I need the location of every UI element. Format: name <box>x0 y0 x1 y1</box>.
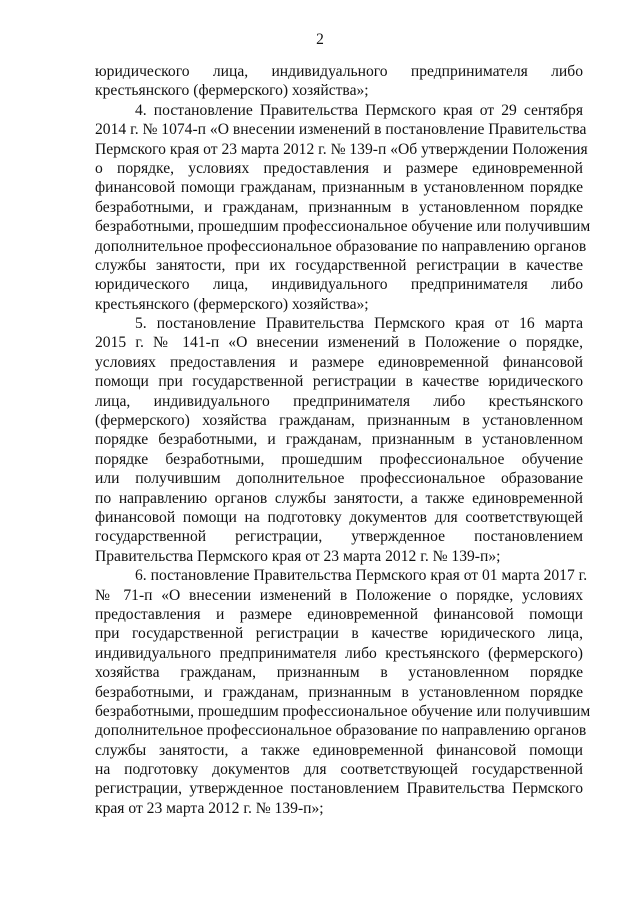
text-line: 2015 г. № 141-п «О внесении изменений в Положение о порядке, <box>95 334 583 352</box>
text-line: лица, индивидуального предпринимателя либо крестьянского <box>95 392 583 410</box>
text-line: или получившим дополнительное профессиональное образование <box>95 470 583 488</box>
text-line: при государственной регистрации в качестве юридического лица, <box>95 625 583 643</box>
text-line: службы занятости, при их государственной регистрации в качестве <box>95 256 583 274</box>
text-line: края от 23 марта 2012 г. № 139-п»; <box>95 799 324 817</box>
text-line: юридического лица, индивидуального предпринимателя либо <box>95 276 583 294</box>
page-number: 2 <box>316 31 324 48</box>
text-line: предоставления и размере единовременной финансовой помощи <box>95 605 583 623</box>
text-line: дополнительное профессиональное образование по направлению органов <box>95 722 587 740</box>
text-line: безработными, и гражданам, признанным в установленном порядке <box>95 198 583 216</box>
text-line: финансовой помощи на подготовку документов для соответствующей <box>95 508 583 526</box>
text-line: безработными, прошедшим профессиональное обучение или получившим <box>95 218 591 236</box>
text-line: государственной регистрации, утвержденное постановлением <box>95 528 583 546</box>
text-line: безработными, и гражданам, признанным в установленном порядке <box>95 683 583 701</box>
text-line: финансовой помощи гражданам, признанным в установленном порядке <box>95 179 583 197</box>
text-line: безработными, прошедшим профессиональное обучение или получившим <box>95 702 591 720</box>
text-line: порядке безработными, и гражданам, признанным в установленном <box>95 431 583 449</box>
text-line: порядке безработными, прошедшим профессиональное обучение <box>95 450 583 468</box>
text-line: условиях предоставления и размере единовременной финансовой <box>95 353 583 371</box>
text-line: на подготовку документов для соответствующей государственной <box>95 761 583 779</box>
paragraph-6-first-line: 6. постановление Правительства Пермского края от 01 марта 2017 г. <box>135 567 588 585</box>
text-line: № 71-п «О внесении изменений в Положение о порядке, условиях <box>95 586 583 604</box>
text-line: крестьянского (фермерского) хозяйства»; <box>95 82 369 100</box>
text-line: дополнительное профессиональное образование по направлению органов <box>95 237 587 255</box>
text-line: Пермского края от 23 марта 2012 г. № 139-п «Об утверждении Положения <box>95 140 588 158</box>
document-body <box>95 62 591 818</box>
text-line: хозяйства гражданам, признанным в установленном порядке <box>95 664 583 682</box>
text-line: регистрации, утвержденное постановлением Правительства Пермского <box>95 780 583 798</box>
text-line: юридического лица, индивидуального предпринимателя либо <box>95 63 583 80</box>
text-line: службы занятости, а также единовременной финансовой помощи <box>95 741 583 759</box>
text-line: (фермерского) хозяйства гражданам, признанным в установленном <box>95 412 583 430</box>
paragraph-5-first-line: 5. постановление Правительства Пермского края от 16 марта <box>135 315 583 333</box>
text-line: крестьянского (фермерского) хозяйства»; <box>95 295 369 313</box>
paragraph-4-first-line: 4. постановление Правительства Пермского края от 29 сентября <box>135 101 583 119</box>
text-line: индивидуального предпринимателя либо крестьянского (фермерского) <box>95 644 583 662</box>
text-line: 2014 г. № 1074-п «О внесении изменений в постановление Правительства <box>95 121 587 139</box>
text-line: помощи при государственной регистрации в качестве юридического <box>95 373 583 391</box>
text-line: о порядке, условиях предоставления и размере единовременной <box>95 159 583 177</box>
text-line: по направлению органов службы занятости, а также единовременной <box>95 489 583 507</box>
text-line: Правительства Пермского края от 23 марта 2012 г. № 139-п»; <box>95 547 501 565</box>
